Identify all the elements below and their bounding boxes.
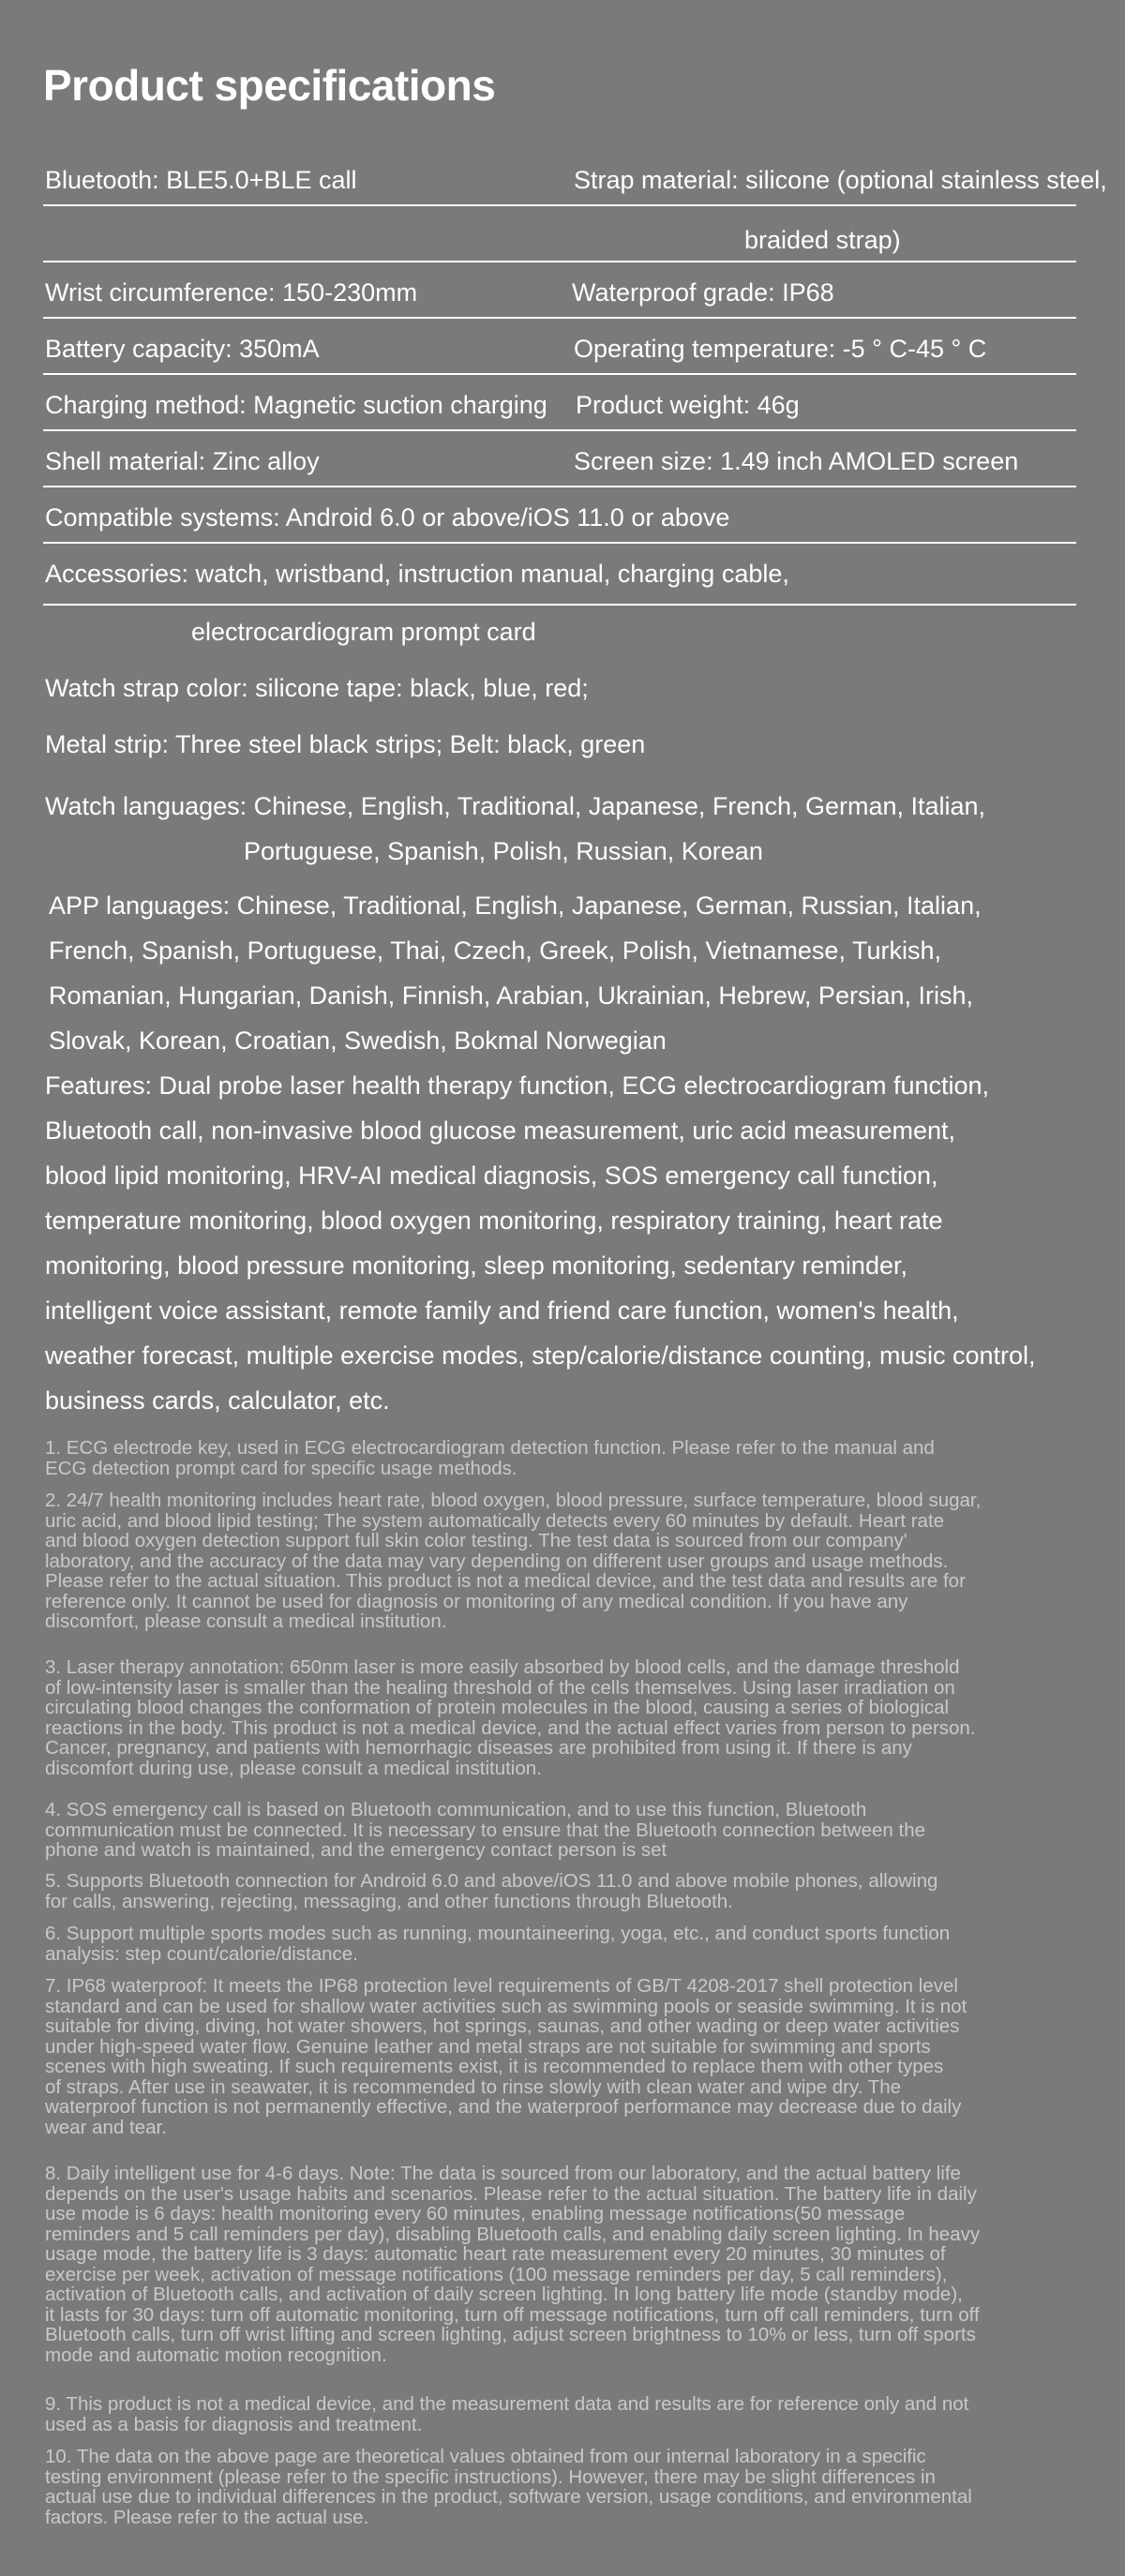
strap-color: Watch strap color: silicone tape: black, blue, red;	[45, 674, 589, 702]
spec-accessories: Accessories: watch, wristband, instruction manual, charging cable,	[45, 560, 789, 588]
divider	[43, 373, 1076, 375]
footnote: 8. Daily intelligent use for 4-6 days. Note: The data is sourced from our laboratory, and the actual battery life depends on the user's usage habits and scenarios. Please refer to the actual situation. The battery life in daily use mode is 6 days: health monitoring every 60 minutes, enabling message notifications(50 message reminders and 5 call reminders per day), disabling Bluetooth calls, and enabling daily screen lighting. In heavy usage mode, the battery life is 3 days: automatic heart rate measurement every 20 minutes, 30 minutes of exercise per week, activation of message notifications (100 message reminders per day, 5 call reminders), activation of Bluetooth calls, and activation of daily screen lighting. In long battery life mode (standby mode), it lasts for 30 days: turn off automatic monitoring, turn off message notifications, turn off call reminders, turn off Bluetooth calls, turn off wrist lifting and screen lighting, adjust screen brightness to 10% or less, turn off sports mode and automatic motion recognition.	[45, 2163, 981, 2366]
footnote: 3. Laser therapy annotation: 650nm laser is more easily absorbed by blood cells, and the damage threshold of low-intensity laser is smaller than the healing threshold of the cells themselves. Using laser irradiation on circulating blood changes the conformation of protein molecules in the blood, causing a series of biological reactions in the body. This product is not a medical device, and the actual effect varies from person to person. Cancer, pregnancy, and patients with hemorrhagic diseases are prohibited from using it. If there is any discomfort during use, please consult a medical institution.	[45, 1656, 976, 1779]
spec-strap-material: Strap material: silicone (optional stainless steel,	[574, 166, 1107, 194]
app-languages-line: French, Spanish, Portuguese, Thai, Czech, Greek, Polish, Vietnamese, Turkish,	[49, 936, 941, 965]
spec-battery: Battery capacity: 350mA	[45, 335, 320, 363]
footnote: 6. Support multiple sports modes such as running, mountaineering, yoga, etc., and conduct sports function analysis: step count/calorie/distance.	[45, 1923, 951, 1965]
spec-waterproof: Waterproof grade: IP68	[572, 278, 834, 307]
footnote: 10. The data on the above page are theoretical values obtained from our internal laboratory in a specific testing environment (please refer to the specific instructions). However, there may be slight differences in actual use due to individual differences in the product, software version, usage conditions, and environmental factors. Please refer to the actual use.	[45, 2446, 972, 2528]
features-line: blood lipid monitoring, HRV-AI medical diagnosis, SOS emergency call function,	[45, 1161, 938, 1190]
spec-charging: Charging method: Magnetic suction charging	[45, 391, 548, 419]
features-line: Features: Dual probe laser health therapy function, ECG electrocardiogram function,	[45, 1071, 990, 1100]
spec-weight: Product weight: 46g	[576, 391, 800, 419]
spec-accessories-cont: electrocardiogram prompt card	[191, 618, 536, 646]
features-line: intelligent voice assistant, remote family and friend care function, women's health,	[45, 1296, 959, 1325]
features-line: temperature monitoring, blood oxygen monitoring, respiratory training, heart rate	[45, 1206, 943, 1235]
divider	[43, 542, 1076, 544]
footnote: 1. ECG electrode key, used in ECG electrocardiogram detection function. Please refer to the manual and ECG detection prompt card for specific usage methods.	[45, 1437, 935, 1479]
page-title: Product specifications	[43, 61, 496, 110]
spec-screen: Screen size: 1.49 inch AMOLED screen	[574, 447, 1019, 475]
app-languages-line: Slovak, Korean, Croatian, Swedish, Bokmal Norwegian	[49, 1026, 667, 1055]
app-languages-line: APP languages: Chinese, Traditional, English, Japanese, German, Russian, Italian,	[49, 891, 982, 920]
footnote: 4. SOS emergency call is based on Bluetooth communication, and to use this function, Bluetooth communication must be connected. It is necessary to ensure that the Bluetooth connection between the phone and watch is maintained, and the emergency contact person is set	[45, 1799, 926, 1861]
spec-temperature: Operating temperature: -5 ° C-45 ° C	[574, 335, 987, 363]
footnote: 7. IP68 waterproof: It meets the IP68 protection level requirements of GB/T 4208-2017 shell protection level standard and can be used for shallow water activities such as swimming pools or seaside swimming. It is not suitable for diving, diving, hot water showers, hot springs, saunas, and other wading or deep water activities under high-speed water flow. Genuine leather and metal straps are not suitable for swimming and sports scenes with high sweating. If such requirements exist, it is recommended to replace them with other types of straps. After use in seawater, it is recommended to rinse slowly with clean water and wipe dry. The waterproof function is not permanently effective, and the waterproof performance may decrease due to daily wear and tear.	[45, 1975, 968, 2138]
divider	[43, 429, 1076, 431]
divider	[43, 204, 1076, 206]
divider	[43, 317, 1076, 319]
spec-systems: Compatible systems: Android 6.0 or above/iOS 11.0 or above	[45, 503, 730, 532]
footnote: 9. This product is not a medical device, and the measurement data and results are for reference only and not used as a basis for diagnosis and treatment.	[45, 2393, 969, 2435]
watch-languages-line: Portuguese, Spanish, Polish, Russian, Korean	[244, 837, 763, 865]
footnote: 5. Supports Bluetooth connection for Android 6.0 and above/iOS 11.0 and above mobile phones, allowing for calls, answering, rejecting, messaging, and other functions through Bluetooth.	[45, 1870, 938, 1912]
features-line: monitoring, blood pressure monitoring, sleep monitoring, sedentary reminder,	[45, 1251, 908, 1280]
divider	[43, 486, 1076, 487]
footnote: 2. 24/7 health monitoring includes heart rate, blood oxygen, blood pressure, surface temperature, blood sugar, uric acid, and blood lipid testing; The system automatically detects every 60 minutes by default. Heart rate and blood oxygen detection support full skin color testing. The test data is sourced from our company' laboratory, and the accuracy of the data may vary depending on different user groups and usage methods. Please refer to the actual situation. This product is not a medical device, and the test data and results are for reference only. It cannot be used for diagnosis or monitoring of any medical condition. If you have any discomfort, please consult a medical institution.	[45, 1490, 982, 1632]
divider	[43, 261, 1076, 262]
spec-shell: Shell material: Zinc alloy	[45, 447, 320, 475]
divider	[43, 604, 1076, 606]
features-line: weather forecast, multiple exercise modes, step/calorie/distance counting, music control,	[45, 1341, 1036, 1370]
features-line: Bluetooth call, non-invasive blood glucose measurement, uric acid measurement,	[45, 1116, 956, 1145]
metal-strip: Metal strip: Three steel black strips; Belt: black, green	[45, 730, 646, 758]
app-languages-line: Romanian, Hungarian, Danish, Finnish, Arabian, Ukrainian, Hebrew, Persian, Irish,	[49, 981, 973, 1010]
features-line: business cards, calculator, etc.	[45, 1386, 390, 1415]
spec-strap-material-cont: braided strap)	[744, 226, 901, 254]
spec-wrist: Wrist circumference: 150-230mm	[45, 278, 418, 307]
watch-languages-line: Watch languages: Chinese, English, Traditional, Japanese, French, German, Italian,	[45, 792, 986, 820]
spec-bluetooth: Bluetooth: BLE5.0+BLE call	[45, 166, 357, 194]
